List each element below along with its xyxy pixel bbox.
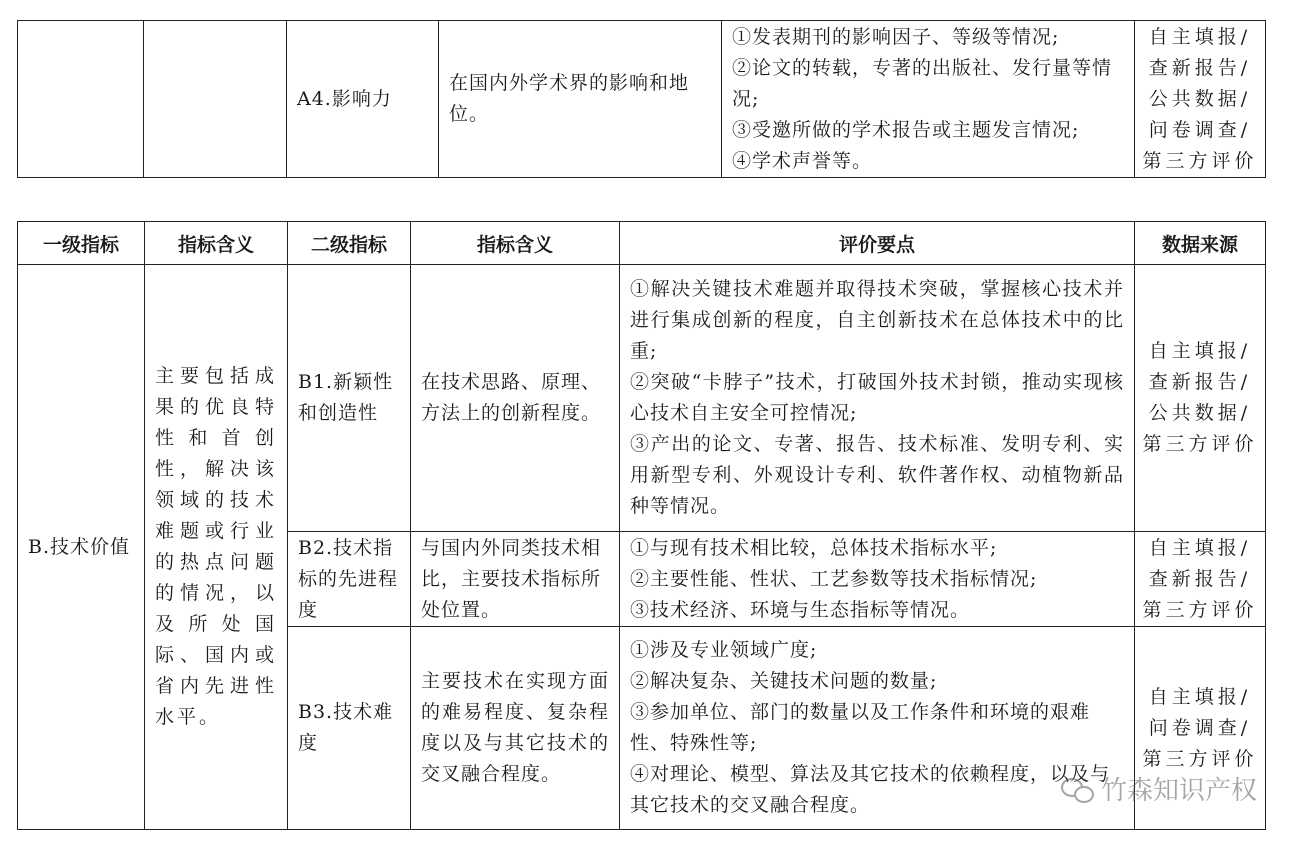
source-item: 公共数据/ [1148,402,1252,424]
point-item: ②论文的转载，专著的出版社、发行量等情况; [732,56,1113,110]
source-item: 查新报告/ [1148,56,1252,79]
point-item: ①与现有技术相比较，总体技术指标水平; [630,536,998,559]
point-item: ④对理论、模型、算法及其它技术的依赖程度，以及与其它技术的交叉融合程度。 [630,763,1111,816]
wechat-icon [1061,776,1095,802]
header-sources: 数据来源 [1135,222,1266,265]
header-points: 评价要点 [620,222,1135,265]
source-item: 公共数据/ [1148,87,1252,110]
level2-cell: A4.影响力 [287,21,439,178]
header-meaning2: 指标含义 [411,222,620,265]
point-item: ②主要性能、性状、工艺参数等技术指标情况; [630,567,1038,590]
source-item: 自主填报/ [1148,340,1252,362]
sources-cell [1135,532,1266,627]
level2-cell: B2.技术指标的先进程度 [288,532,411,627]
meaning-cell: 在国内外学术界的影响和地位。 [439,21,722,178]
empty-level1-cell [18,21,144,178]
table-top [17,20,1266,178]
level1-meaning-cell: 主要包括成果的优良特性和首创性，解决该领域的技术难题或行业的热点问题的情况，以及所处国际、国内或省内先进性水平。 [145,265,288,830]
empty-meaning-cell [144,21,287,178]
meaning-cell: 在技术思路、原理、方法上的创新程度。 [411,265,620,532]
source-item: 自主填报/ [1148,685,1252,708]
meaning-cell: 与国内外同类技术相比，主要技术指标所处位置。 [411,532,620,627]
point-item: ③受邀所做的学术报告或主题发言情况; [732,118,1080,141]
header-level1: 一级指标 [18,222,145,265]
table-main [17,221,1266,830]
source-item: 自主填报/ [1148,25,1252,48]
point-item: ③参加单位、部门的数量以及工作条件和环境的艰难性、特殊性等; [630,701,1091,754]
source-item: 问卷调查/ [1148,716,1252,739]
source-item: 第三方评价 [1142,149,1258,172]
watermark [1061,770,1257,807]
point-item: ①解决关键技术难题并取得技术突破，掌握核心技术并进行集成创新的程度，自主创新技术在总体技术中的比重; [630,278,1124,362]
point-item: ②解决复杂、关键技术问题的数量; [630,670,938,692]
point-item: ①涉及专业领域广度; [630,639,818,661]
sources-cell [1135,265,1266,532]
source-item: 问卷调查/ [1148,118,1252,141]
point-item: ③技术经济、环境与生态指标等情况。 [630,598,971,621]
level2-cell: B1.新颖性和创造性 [288,265,411,532]
meaning-cell: 主要技术在实现方面的难易程度、复杂程度以及与其它技术的交叉融合程度。 [411,627,620,830]
header-meaning1: 指标含义 [145,222,288,265]
source-item: 查新报告/ [1148,371,1252,393]
source-item: 第三方评价 [1142,598,1258,621]
sources-cell [1135,21,1266,178]
source-item: 第三方评价 [1142,433,1258,455]
source-item: 自主填报/ [1148,536,1252,559]
source-item: 第三方评价 [1142,747,1258,770]
points-cell [620,627,1135,830]
watermark-text: 竹森知识产权 [1100,776,1257,806]
points-cell [620,265,1135,532]
point-item: ④学术声誉等。 [732,149,873,172]
level1-cell: B.技术价值 [18,265,145,830]
header-level2: 二级指标 [288,222,411,265]
point-item: ①发表期刊的影响因子、等级等情况; [732,25,1060,48]
points-cell [722,21,1135,178]
point-item: ③产出的论文、专著、报告、技术标准、发明专利、实用新型专利、外观设计专利、软件著作权、动植物新品种等情况。 [630,433,1124,517]
point-item: ②突破“卡脖子”技术，打破国外技术封锁，推动实现核心技术自主安全可控情况; [630,371,1124,424]
points-cell [620,532,1135,627]
level2-cell: B3.技术难度 [288,627,411,830]
source-item: 查新报告/ [1148,567,1252,590]
